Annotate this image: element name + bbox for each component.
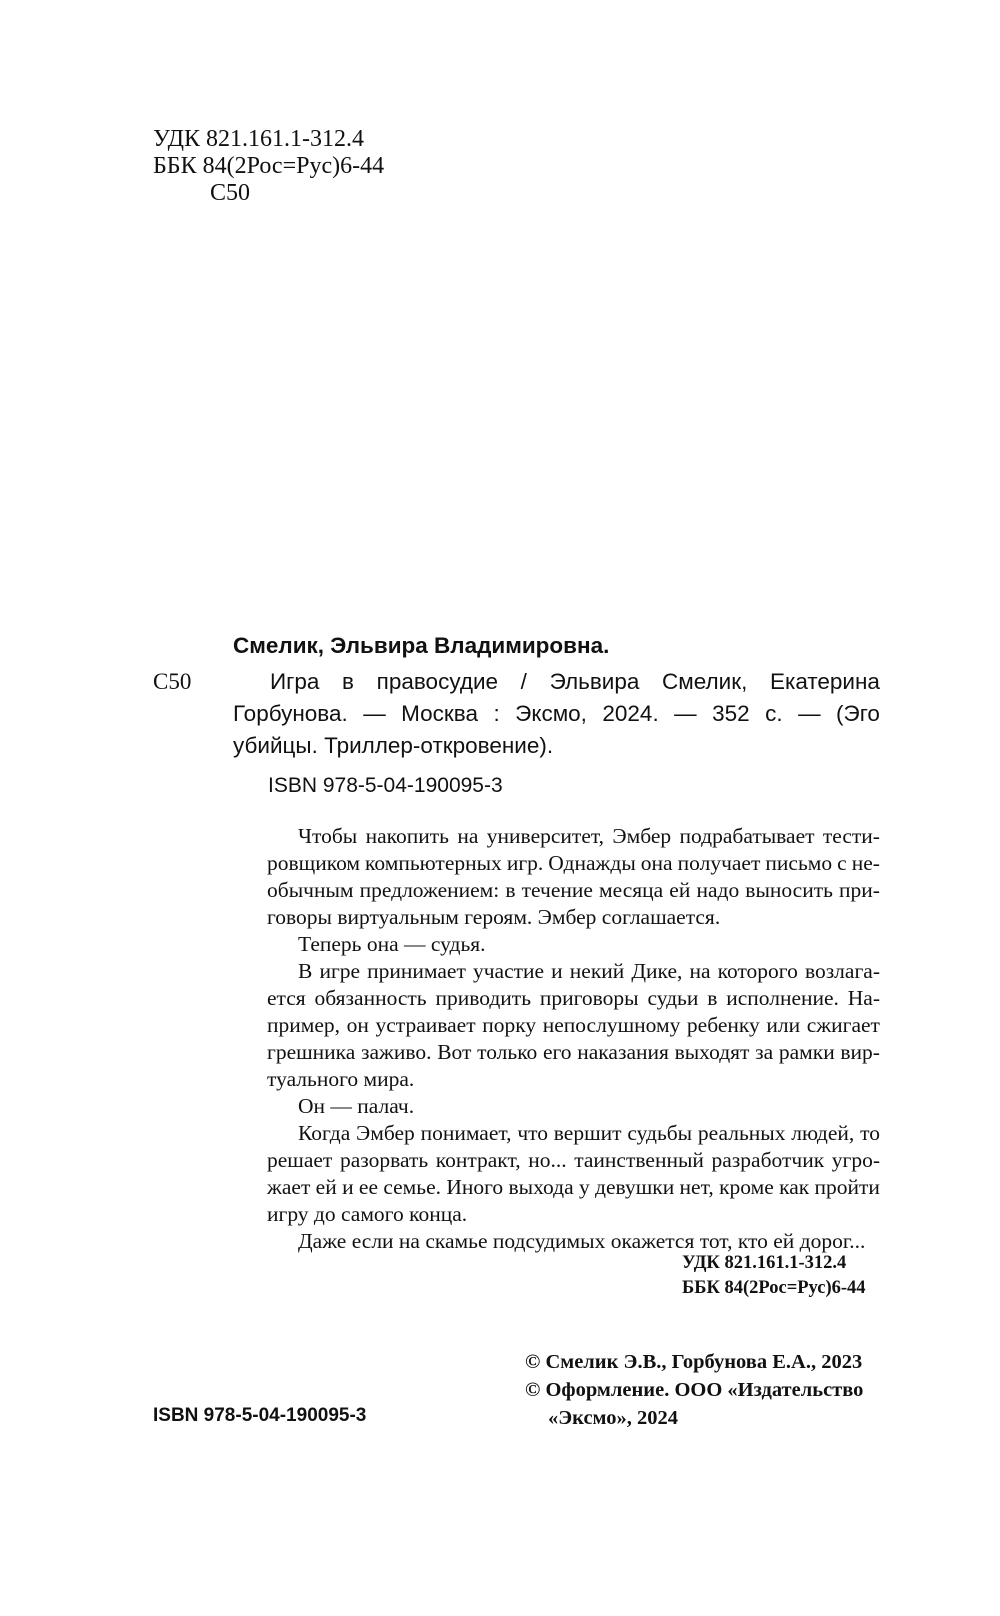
annotation-word: угро- [831, 1148, 880, 1172]
annotation-word: ется [267, 986, 306, 1010]
title-word: Екатерина [769, 669, 880, 694]
annotation-word: Когда [298, 1121, 351, 1145]
annotation-word: что [517, 1121, 548, 1145]
annotation-line [267, 850, 880, 877]
author-mark-top: С50 [210, 180, 251, 206]
title-line [233, 698, 880, 730]
annotation-word: при- [839, 878, 880, 902]
annotation-word: и [342, 1175, 354, 1199]
title-word: : [493, 701, 500, 726]
title-word: — [363, 701, 386, 726]
annotation-word: устраивает [375, 1013, 476, 1037]
annotation-word: то [860, 1121, 880, 1145]
annotation-word: В [298, 959, 313, 983]
annotation-word: как [779, 1175, 810, 1199]
annotation-word: тести- [822, 824, 880, 848]
annotation-word: за [755, 1040, 774, 1064]
annotation-word: надо [696, 878, 740, 902]
annotation-line [267, 985, 880, 1012]
annotation-word: порку [482, 1013, 537, 1037]
annotation-word: грешника [267, 1040, 356, 1064]
annotation-word: на [457, 824, 479, 848]
author-mark: С50 [153, 669, 192, 694]
annotation-word: понимает, [420, 1121, 512, 1145]
annotation-word: Эмбер [356, 1121, 415, 1145]
annotation-word: контракт, [435, 1148, 521, 1172]
annotation-word: некий [569, 959, 625, 983]
annotation-line [267, 877, 880, 904]
annotation-word: Эмбер [612, 824, 672, 848]
annotation-word: у [578, 1175, 590, 1199]
annotation-word: Иного [446, 1175, 504, 1199]
annotation-line [267, 1066, 880, 1093]
annotation-line [267, 904, 880, 931]
annotation-word: решает [267, 1148, 333, 1172]
annotation-line [267, 1174, 880, 1201]
udk-code-bottom: УДК 821.161.1-312.4 [682, 1253, 847, 1273]
title-word: в [342, 669, 354, 694]
annotation-word: игр. [506, 851, 544, 875]
author-heading: Смелик, Эльвира Владимировна. [233, 633, 610, 658]
annotation-word: ей [315, 1175, 337, 1199]
annotation-word: выходят [674, 1040, 750, 1064]
title-word: с. [765, 701, 783, 726]
annotation-line [267, 931, 880, 958]
annotation-word: семье. [383, 1175, 442, 1199]
title-word: — [798, 701, 821, 726]
annotation-word: накопить [365, 824, 449, 848]
annotation-word: только [477, 1040, 538, 1064]
annotation-word: ровщиком [267, 851, 361, 875]
annotation-word: пройти [814, 1175, 880, 1199]
annotation-word: вир- [840, 1040, 880, 1064]
annotation-word: ее [358, 1175, 378, 1199]
annotation-word: исполнение. [726, 986, 839, 1010]
annotation-line [267, 1012, 880, 1039]
annotation-word: На- [847, 986, 880, 1010]
annotation-line [267, 1201, 880, 1228]
annotation-word: реальных [697, 1121, 786, 1145]
annotation-word: жает [267, 1175, 311, 1199]
annotation-word: людей, [791, 1121, 855, 1145]
annotation-word: кроме [719, 1175, 774, 1199]
annotation-word: Даже если на скамье подсудимых окажется тот, кто ей дорог... [298, 1229, 866, 1253]
annotation-word: разработчик [711, 1148, 825, 1172]
annotation-word: Вот [437, 1040, 472, 1064]
annotation-word: игру до самого конца. [267, 1202, 468, 1226]
annotation-word: Он — палач. [298, 1094, 415, 1118]
copyright-line: «Эксмо», 2024 [548, 1407, 678, 1429]
annotation-line [267, 823, 880, 850]
annotation-word: участие [472, 959, 545, 983]
title-word: 2024. [602, 701, 659, 726]
title-word: Москва [401, 701, 478, 726]
annotation-word: возлага- [804, 959, 880, 983]
title-word: / [520, 669, 527, 694]
copyright-line: © Смелик Э.В., Горбунова Е.А., 2023 [525, 1351, 863, 1373]
annotation-line [267, 1120, 880, 1147]
annotation-word: Однажды [548, 851, 636, 875]
annotation-word: наказания [577, 1040, 669, 1064]
annotation-word: она [640, 851, 673, 875]
annotation-word: Дике, [631, 959, 683, 983]
annotation-word: его [542, 1040, 572, 1064]
title-word: Эксмо, [515, 701, 587, 726]
annotation-word: выносить [745, 878, 833, 902]
isbn-footer: ISBN 978-5-04-190095-3 [153, 1405, 367, 1426]
annotation-word: обычным [267, 878, 354, 902]
title-line [233, 666, 880, 698]
annotation-word: предложением: [359, 878, 500, 902]
annotation-word: университет, [486, 824, 605, 848]
bbk-code-top: ББК 84(2Рос=Рус)6-44 [153, 153, 385, 179]
annotation-word: Теперь она — судья. [298, 932, 486, 956]
annotation-word: ей [669, 878, 691, 902]
annotation-word: судьи [647, 986, 699, 1010]
title-word: Смелик, [662, 669, 748, 694]
title-word: убийцы. Триллер-откровение). [233, 733, 554, 758]
annotation-word: разорвать [339, 1148, 429, 1172]
annotation-word: и [551, 959, 563, 983]
annotation-word: Чтобы [298, 824, 358, 848]
annotation-word: заживо. [361, 1040, 432, 1064]
annotation-word: обязанность [314, 986, 427, 1010]
annotation-word: но... [528, 1148, 567, 1172]
title-word: Горбунова. [233, 701, 348, 726]
annotation-word: игре [319, 959, 361, 983]
annotation-line [267, 958, 880, 985]
annotation-word: непослушному [542, 1013, 681, 1037]
annotation-word: судьбы [627, 1121, 693, 1145]
annotation-word: с [837, 851, 847, 875]
title-word: правосудие [376, 669, 499, 694]
title-line [233, 730, 880, 762]
bbk-code-bottom: ББК 84(2Рос=Рус)6-44 [682, 1278, 866, 1298]
annotation-word: компьютерных [365, 851, 502, 875]
annotation [267, 823, 880, 1255]
annotation-word: письмо [765, 851, 833, 875]
title-word: (Эго [836, 701, 880, 726]
annotation-word: приводить [435, 986, 531, 1010]
annotation-word: нет, [679, 1175, 714, 1199]
annotation-line [267, 1093, 880, 1120]
title-word: Эльвира [549, 669, 640, 694]
annotation-word: ребенку [686, 1013, 760, 1037]
annotation-word: пример, [267, 1013, 341, 1037]
annotation-word: он [346, 1013, 369, 1037]
annotation-word: в [505, 878, 516, 902]
annotation-word: которого [717, 959, 798, 983]
annotation-word: получает [677, 851, 761, 875]
annotation-word: девушки [595, 1175, 675, 1199]
annotation-word: месяца [599, 878, 664, 902]
annotation-line [267, 1039, 880, 1066]
annotation-word: или [766, 1013, 801, 1037]
annotation-word: сжигает [806, 1013, 880, 1037]
annotation-word: не- [851, 851, 880, 875]
annotation-word: туального мира. [267, 1067, 415, 1091]
annotation-word: таинственный [574, 1148, 704, 1172]
annotation-word: подрабатывает [679, 824, 815, 848]
title-word: — [674, 701, 697, 726]
annotation-line [267, 1147, 880, 1174]
annotation-word: рамки [778, 1040, 835, 1064]
title-word: Игра [270, 669, 320, 694]
isbn-catalog: ISBN 978-5-04-190095-3 [268, 774, 503, 797]
annotation-word: течение [521, 878, 593, 902]
annotation-word: приговоры [539, 986, 639, 1010]
udk-code-top: УДК 821.161.1-312.4 [153, 126, 364, 152]
copyright-line: © Оформление. ООО «Издательство [525, 1379, 864, 1401]
title-word: 352 [712, 701, 750, 726]
annotation-word: вершит [553, 1121, 622, 1145]
annotation-word: на [689, 959, 711, 983]
annotation-word: принимает [367, 959, 466, 983]
annotation-word: в [707, 986, 718, 1010]
annotation-word: говоры виртуальным героям. Эмбер соглашается. [267, 905, 721, 929]
annotation-word: выхода [508, 1175, 574, 1199]
title-description [233, 666, 880, 762]
